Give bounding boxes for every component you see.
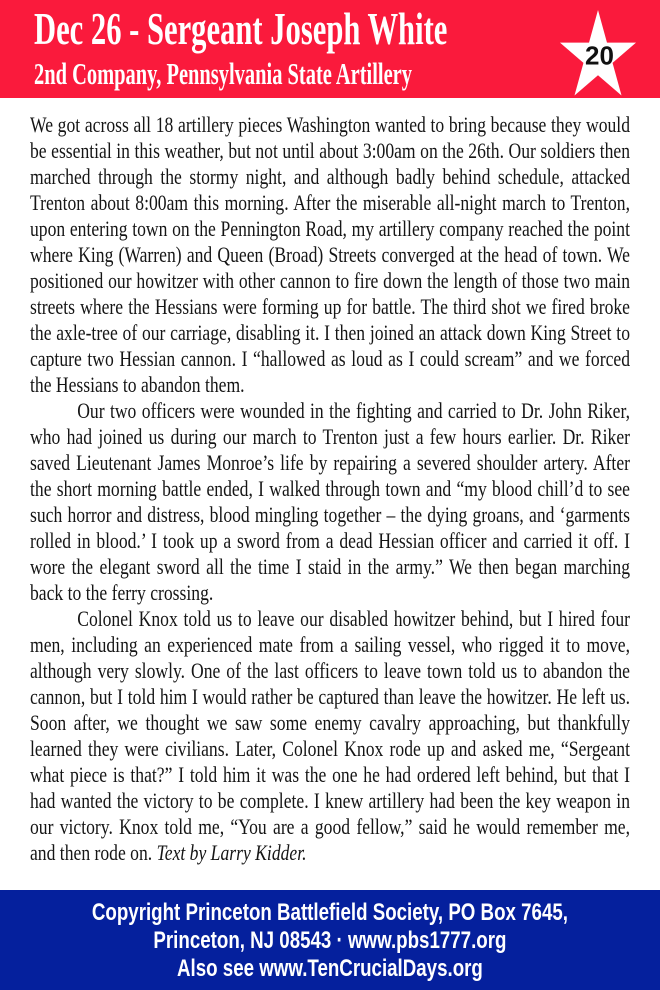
paragraph-3 <box>30 606 630 866</box>
card-body <box>0 98 660 890</box>
card-subtitle: 2nd Company, Pennsylvania State Artillery <box>34 56 412 91</box>
attribution-text: Text by Larry Kidder. <box>156 840 307 865</box>
paragraph-2: Our two officers were wounded in the fighting and carried to Dr. John Riker, who had joined us during our march to Trenton just a few hours earlier. Dr. Riker saved Lieutenant James Monroe’s life by repairing a severed shoulder artery. After the short morning battle ended, I walked through town and “my blood chill’d to see such horror and distress, blood mingling together – the dying groans, and ‘garments rolled in blood.’ I took up a sword from a dead Hessian officer and carried it off. I wore the elegant sword all the time I staid in the army.” We then began marching back to the ferry crossing. <box>30 398 630 605</box>
footer-line-2: Princeton, NJ 08543 · www.pbs1777.org <box>153 927 507 954</box>
footer-line-3: Also see www.TenCrucialDays.org <box>177 955 483 982</box>
card-header <box>0 0 660 98</box>
badge-number: 20 <box>584 40 614 71</box>
header-titles <box>34 4 642 92</box>
paragraph-3-text: Colonel Knox told us to leave our disabled howitzer behind, but I hired four men, including an experienced mate from a sailing vessel, who rigged it to move, although very slowly. One of the last officers to leave town told us to abandon the cannon, but I told him I would rather be captured than leave the howitzer. He left us. Soon after, we thought we saw some enemy cavalry approaching, but thankfully learned they were civilians. Later, Colonel Knox rode up and asked me, “Sergeant what piece is that?” I told him it was the one he had ordered left behind, but that I had wanted the victory to be complete. I knew artillery had been the key weapon in our victory. Knox told me, “You are a good fellow,” said he would remember me, and then rode on. <box>30 606 630 865</box>
footer-line-1: Copyright Princeton Battlefield Society, PO Box 7645, <box>91 899 568 926</box>
paragraph-1: We got across all 18 artillery pieces Washington wanted to bring because they would be essential in this weather, but not until about 3:00am on the 26th. Our soldiers then marched through the stormy night, and although badly behind schedule, attacked Trenton about 8:00am this morning. After the miserable all-night march to Trenton, upon entering town on the Pennington Road, my artillery company reached the point where King (Warren) and Queen (Broad) Streets converged at the head of town. We positioned our howitzer with other cannon to fire down the length of those two main streets where the Hessians were forming up for battle. The third shot we fired broke the axle-tree of our carriage, disabling it. I then joined an attack down King Street to capture two Hessian cannon. I “hallowed as loud as I could scream” and we forced the Hessians to abandon them. <box>30 112 630 397</box>
card-footer <box>0 890 660 990</box>
star-badge <box>558 10 638 96</box>
body-text <box>30 112 630 866</box>
card-title: Dec 26 - Sergeant Joseph White <box>34 4 448 54</box>
footer-text <box>0 890 660 983</box>
